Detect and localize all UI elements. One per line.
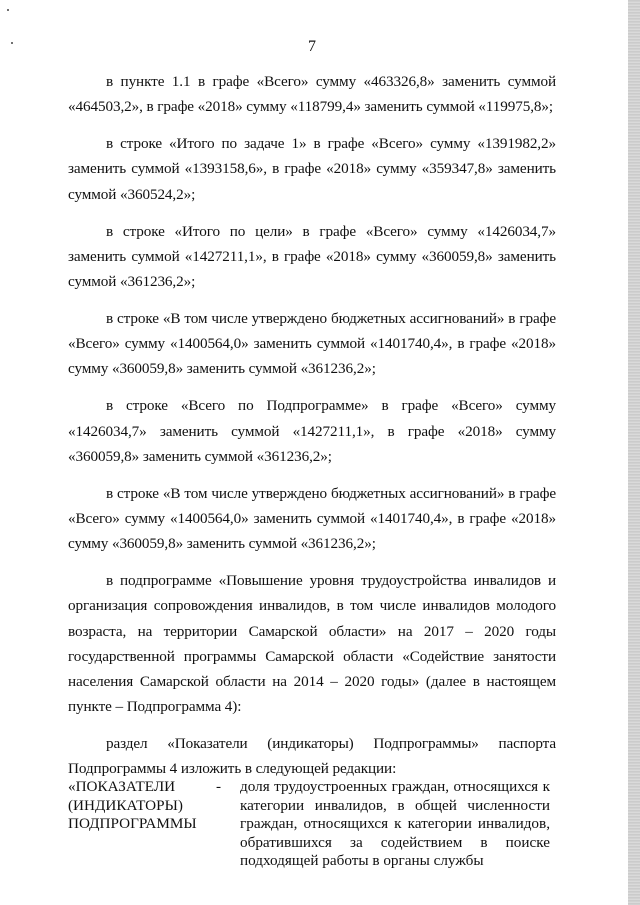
passport-value: доля трудоустроенных граждан, относящихся к категории инвалидов, в общей численности граждан, относящихся к категории инвалидов, обратившихся за содействием в поиске подходящей работы в органы службы — [240, 778, 550, 869]
passport-label-line: (ИНДИКАТОРЫ) — [68, 796, 183, 814]
paragraph: в строке «В том числе утверждено бюджетных ассигнований» в графе «Всего» сумму «1400564,0» заменить суммой «1401740,4», в графе «2018» сумму «360059,8» заменить суммой «361236,2»; — [68, 310, 556, 378]
paragraph: в строке «Итого по цели» в графе «Всего» сумму «1426034,7» заменить суммой «1427211,1», в графе «2018» сумму «360059,8» заменить суммой «361236,2»; — [68, 222, 556, 291]
scan-edge — [628, 0, 640, 905]
paragraph: в строке «Всего по Подпрограмме» в графе «Всего» сумму «1426034,7» заменить суммой «1427211,1», в графе «2018» сумму «360059,8» заменить суммой «361236,2»; — [68, 397, 556, 465]
paragraph: в строке «Итого по задаче 1» в графе «Всего» сумму «1391982,2» заменить суммой «1393158,6», в графе «2018» сумму «359347,8» заменить суммой «360524,2»; — [68, 135, 556, 203]
paragraph: в подпрограмме «Повышение уровня трудоустройства инвалидов и организация сопровождения инвалидов, в том числе инвалидов молодого возраста, на территории Самарской области» на 2017 – 2020 годы государственной программы Самарской области «Содействие занятости населения Самарской области на 2014 – 2020 годы» (далее в настоящем пункте – Подпрограмма 4): — [68, 572, 556, 716]
passport-label-line: ПОДПРОГРАММЫ — [68, 815, 197, 832]
scan-speck — [7, 9, 9, 11]
paragraph: раздел «Показатели (индикаторы) Подпрограммы» паспорта Подпрограммы 4 изложить в следующей редакции: — [68, 735, 556, 778]
page-number: 7 — [308, 38, 316, 55]
passport-indicators-block — [68, 778, 556, 871]
passport-dash: - — [216, 778, 222, 795]
document-body — [68, 69, 556, 793]
passport-label-line: «ПОКАЗАТЕЛИ — [68, 778, 176, 795]
passport-label — [68, 778, 216, 871]
paragraph: в пункте 1.1 в графе «Всего» сумму «463326,8» заменить суммой «464503,2», в графе «2018» сумму «118799,4» заменить суммой «119975,8»; — [68, 73, 556, 116]
paragraph: в строке «В том числе утверждено бюджетных ассигнований» в графе «Всего» сумму «1400564,0» заменить суммой «1401740,4», в графе «2018» сумму «360059,8» заменить суммой «361236,2»; — [68, 484, 556, 553]
